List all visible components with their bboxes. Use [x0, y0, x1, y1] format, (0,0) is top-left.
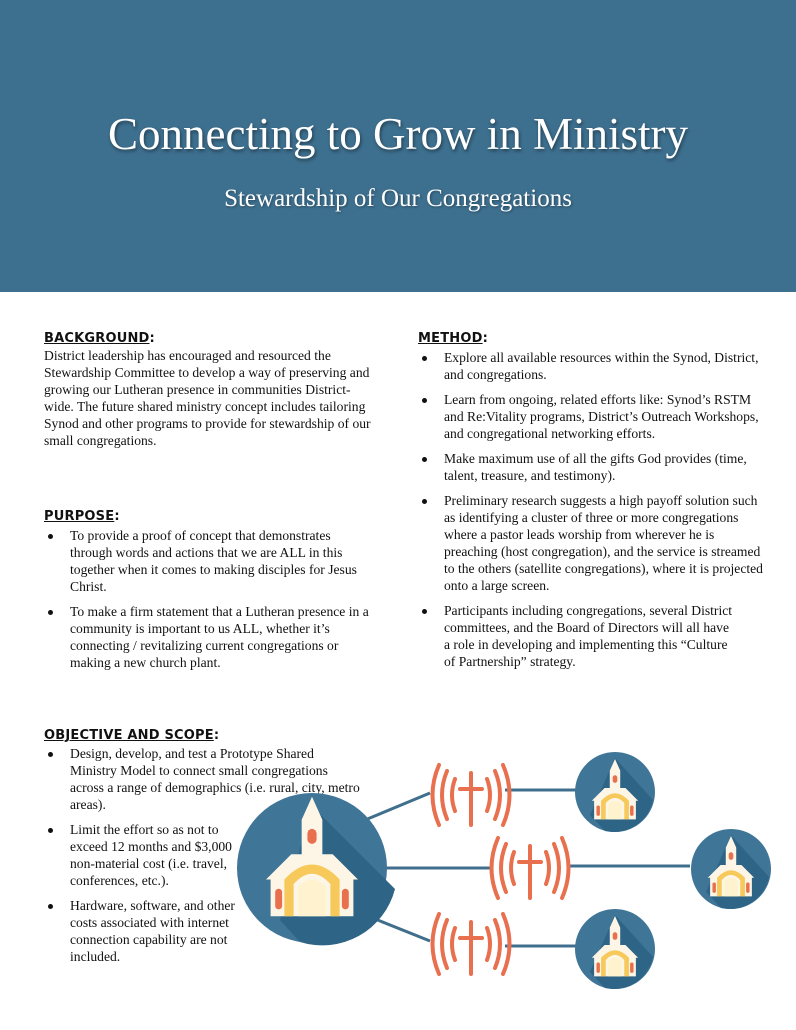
list-item: Learn from ongoing, related efforts like: Synod’s RSTM and Re:Vitality programs, District’s Outreach Workshops, and congregational networking efforts.: [418, 391, 763, 442]
list-item: To provide a proof of concept that demonstrates through words and actions that we are ALL in this together when it comes to making disciples for Jesus Christ.: [44, 527, 374, 595]
broadcast-cross-icon: [433, 914, 510, 974]
list-item: Participants including congregations, several District committees, and the Board of Directors will all have a role in developing and implementing this “Culture of Partnership” strategy.: [418, 602, 738, 670]
section-heading: METHOD:: [418, 331, 489, 346]
broadcast-cross-icon: [433, 765, 510, 825]
section-heading: OBJECTIVE AND SCOPE:: [44, 728, 220, 743]
list-item: Explore all available resources within the Synod, District, and congregations.: [418, 349, 763, 383]
page-title: Connecting to Grow in Ministry: [108, 109, 688, 159]
satellite-church-icon: [575, 752, 655, 832]
list-item: Preliminary research suggests a high payoff solution such as identifying a cluster of three or more congregations where a pastor leads worship from wherever he is preaching (host congregation), and the service is streamed to the others (satellite congregations), where it is projected onto a large screen.: [418, 492, 763, 594]
list-item: Hardware, software, and other costs associated with internet connection capability are not included.: [44, 897, 254, 965]
background-text: District leadership has encouraged and resourced the Stewardship Committee to develop a way of preserving and growing our Lutheran presence in communities District-wide. The future shared ministry concept includes tailoring Synod and other programs to provide for stewardship of our small congregations.: [44, 348, 371, 448]
section-heading: BACKGROUND:: [44, 331, 155, 346]
satellite-church-icon: [575, 909, 655, 989]
list-item: Design, develop, and test a Prototype Shared Ministry Model to connect small congregations across a range of demographics (i.e. rural, city, metro areas).: [44, 745, 364, 813]
list-item: Limit the effort so as not to exceed 12 months and $3,000 non-material cost (i.e. travel, conferences, etc.).: [44, 821, 244, 889]
broadcast-cross-icon: [492, 838, 569, 898]
list-item: To make a firm statement that a Lutheran presence in a community is important to us ALL, whether it’s connecting / revitalizing current congregations or making a new church plant.: [44, 603, 374, 671]
list-item: Make maximum use of all the gifts God provides (time, talent, treasure, and testimony).: [418, 450, 763, 484]
section-heading: PURPOSE:: [44, 509, 120, 524]
page-subtitle: Stewardship of Our Congregations: [224, 185, 572, 212]
satellite-church-icon: [691, 829, 771, 909]
